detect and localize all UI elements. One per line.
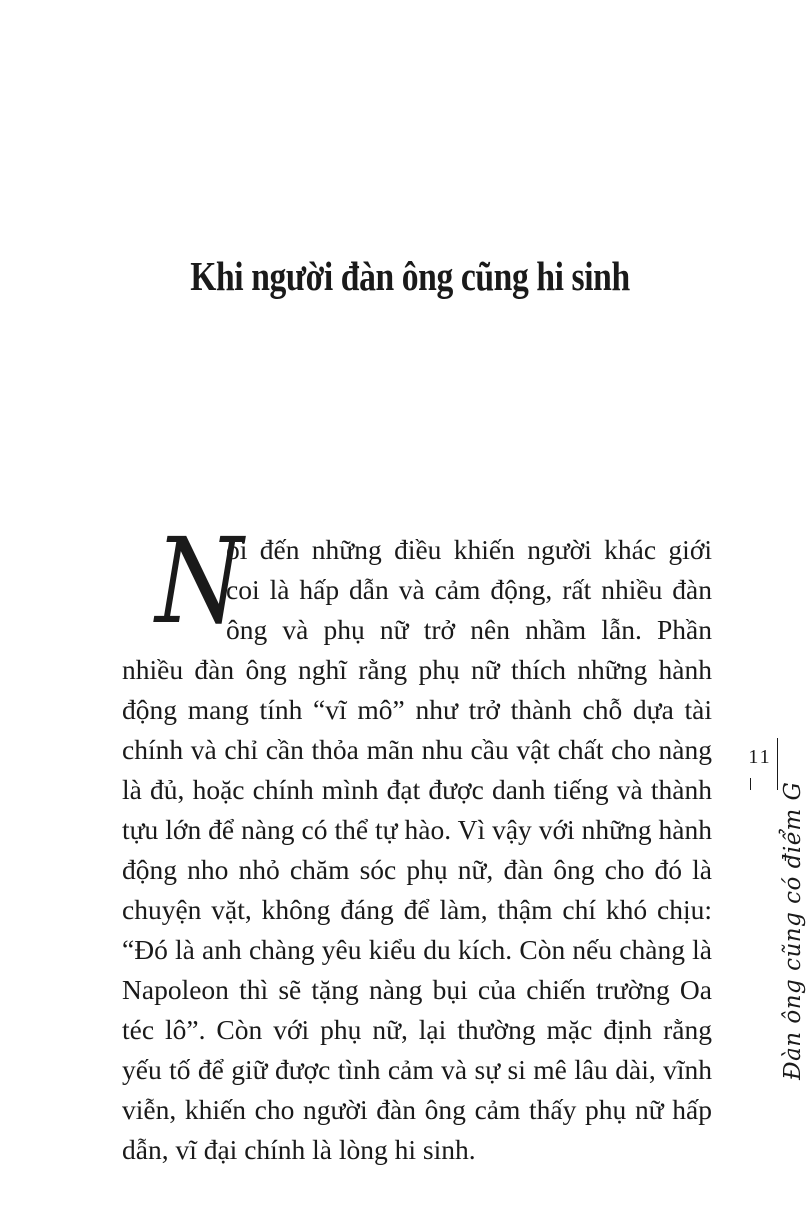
- drop-cap: N: [155, 512, 244, 650]
- paragraph-text: ói đến những điều khiến người khác giới coi là hấp dẫn và cảm động, rất nhiều đàn ông và phụ nữ trở nên nhầm lẫn. Phần nhiều đàn ông nghĩ rằng phụ nữ thích những hành động mang tính “vĩ mô” như trở thành chỗ dựa tài chính và chỉ cần thỏa mãn nhu cầu vật chất cho nàng là đủ, hoặc chính mình đạt được danh tiếng và thành tựu lớn để nàng có thể tự hào. Vì vậy với những hành động nho nhỏ chăm sóc phụ nữ, đàn ông cho đó là chuyện vặt, không đáng để làm, thậm chí khó chịu: “Đó là anh chàng yêu kiểu du kích. Còn nếu chàng là Napoleon thì sẽ tặng nàng bụi của chiến trường Oa téc lô”. Còn với phụ nữ, lại thường mặc định rằng yếu tố để giữ được tình cảm và sự si mê lâu dài, vĩnh viễn, khiến cho người đàn ông cảm thấy phụ nữ hấp dẫn, vĩ đại chính là lòng hi sinh.: [122, 534, 712, 1165]
- page-number: 11: [748, 746, 772, 768]
- page-number-rule-right: [777, 738, 778, 790]
- body-paragraph: [122, 512, 712, 1170]
- running-title: Đàn ông cũng có điểm G: [780, 781, 806, 1080]
- chapter-title: Khi người đàn ông cũng hi sinh: [190, 253, 630, 299]
- page-number-rule-left: [750, 778, 751, 790]
